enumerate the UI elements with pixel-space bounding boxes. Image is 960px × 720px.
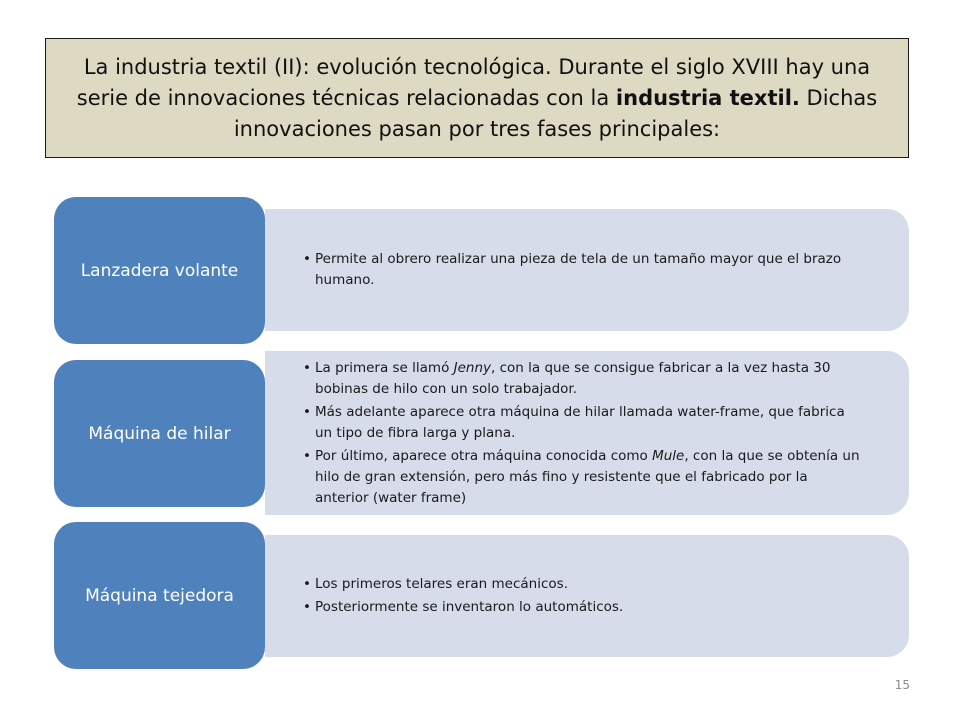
phase-3-label-box bbox=[54, 522, 265, 669]
phase-1-bullet-1: • Permite al obrero realizar una pieza de tela de un tamaño mayor que el brazo humano. bbox=[303, 249, 863, 291]
phase-3-description-panel bbox=[265, 535, 909, 657]
phase-2-bullet-3-after: , con la que se obtenía un hilo de gran extensión, pero más fino y resistente que el fabricado por la anterior (water frame) bbox=[315, 447, 860, 506]
phase-2-bullet-1-italic: Jenny bbox=[453, 359, 492, 376]
phase-2-bullet-2: • Más adelante aparece otra máquina de hilar llamada water-frame, que fabrica un tipo de fibra larga y plana. bbox=[303, 402, 863, 444]
phase-1-label: Lanzadera volante bbox=[80, 260, 239, 281]
phase-2-bullet-1 bbox=[303, 358, 863, 400]
phase-1-description-panel bbox=[265, 209, 909, 331]
phase-2-label-box bbox=[54, 360, 265, 507]
phase-2-bullet-3 bbox=[303, 446, 863, 509]
phase-2-label: Máquina de hilar bbox=[88, 423, 231, 444]
phase-2-description-panel bbox=[265, 351, 909, 515]
phase-1-bullet-list bbox=[303, 249, 863, 291]
phase-2-bullet-list bbox=[303, 358, 863, 509]
phase-2-bullet-1-before: La primera se llamó bbox=[315, 359, 454, 376]
title-text-part2: Dichas innovaciones pasan por tres fases principales: bbox=[233, 85, 878, 141]
phase-1-label-box bbox=[54, 197, 265, 344]
phase-3-bullet-2: • Posteriormente se inventaron lo automáticos. bbox=[303, 597, 623, 618]
phase-2-bullet-1-after: , con la que se consigue fabricar a la vez hasta 30 bobinas de hilo con un solo trabajador. bbox=[315, 359, 831, 397]
title-text-bold: industria textil. bbox=[615, 85, 800, 110]
phase-2-bullet-3-italic: Mule bbox=[652, 447, 685, 464]
phase-2-bullet-3-before: Por último, aparece otra máquina conocida como bbox=[315, 447, 653, 464]
page-number: 15 bbox=[894, 678, 910, 692]
phase-3-bullet-list bbox=[303, 574, 623, 618]
slide-title-text bbox=[66, 52, 888, 145]
title-text-part1: La industria textil (II): evolución tecnológica. Durante el siglo XVIII hay una serie de innovaciones técnicas relacionadas con la bbox=[76, 54, 871, 110]
phase-3-label: Máquina tejedora bbox=[85, 585, 234, 606]
slide-title bbox=[45, 38, 909, 158]
phase-3-bullet-1: • Los primeros telares eran mecánicos. bbox=[303, 574, 623, 595]
